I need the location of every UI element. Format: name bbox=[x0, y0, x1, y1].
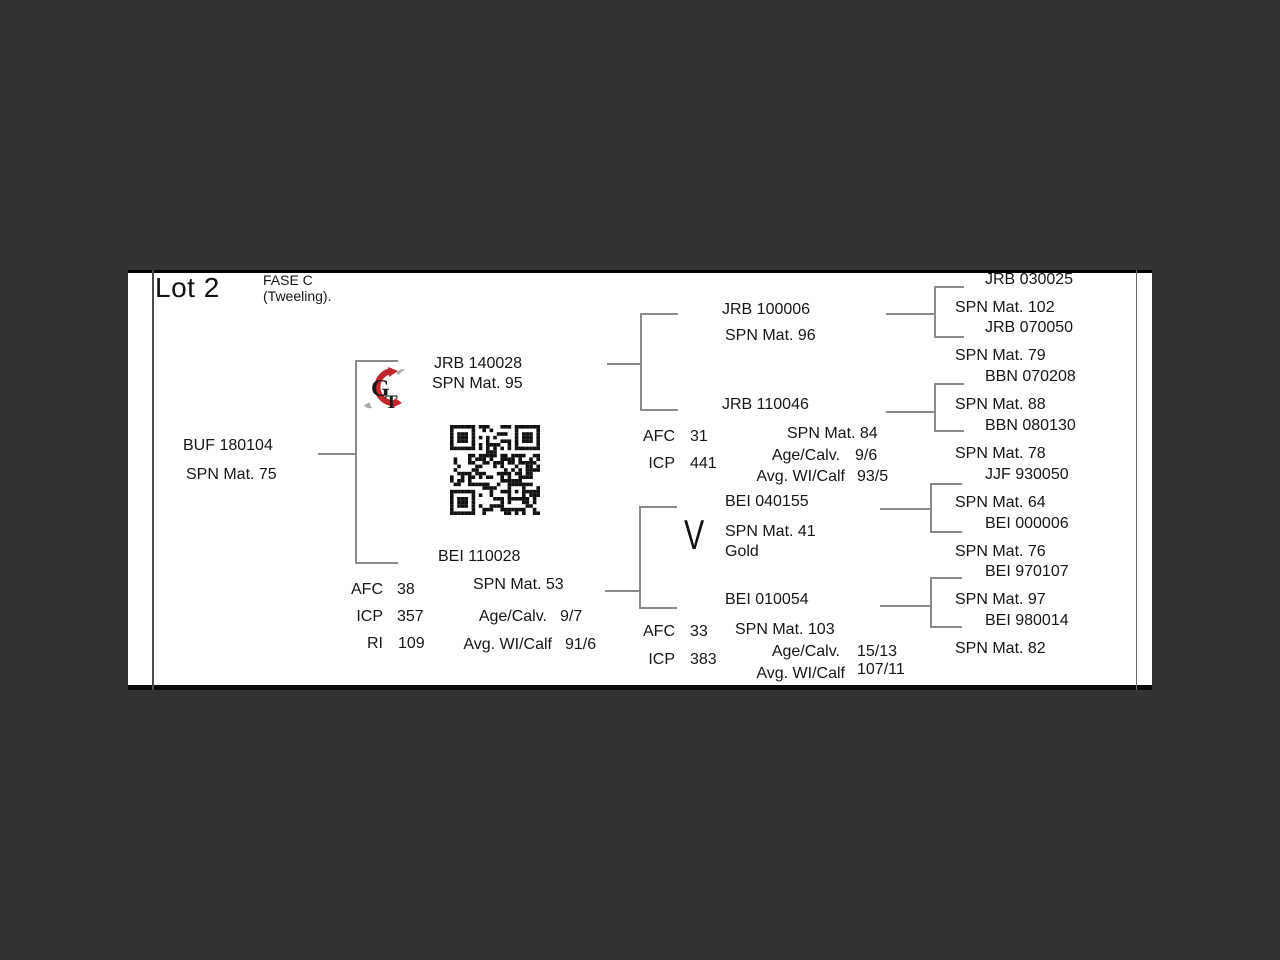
gen3-name-0: JRB 030025 bbox=[985, 271, 1074, 288]
dam-ri-value: 109 bbox=[398, 635, 425, 652]
tree-connector bbox=[930, 531, 962, 533]
subject-spn: SPN Mat. 75 bbox=[186, 466, 277, 483]
gen3-spn-2: SPN Mat. 88 bbox=[955, 396, 1046, 413]
dam-sire-name: BEI 040155 bbox=[725, 493, 809, 510]
tree-connector bbox=[930, 483, 932, 533]
gen3-name-1: JRB 070050 bbox=[985, 319, 1074, 336]
dam-avgwicalf-value: 91/6 bbox=[565, 636, 597, 653]
dam-name: BEI 110028 bbox=[438, 548, 521, 565]
sire-sire-name: JRB 100006 bbox=[722, 301, 811, 318]
tree-connector bbox=[880, 605, 930, 607]
gen3-spn-3: SPN Mat. 78 bbox=[955, 445, 1046, 462]
dam-spn: SPN Mat. 53 bbox=[473, 576, 564, 593]
gen3-name-3: BBN 080130 bbox=[985, 417, 1076, 434]
tree-connector bbox=[640, 409, 678, 411]
svg-text:G: G bbox=[371, 376, 390, 402]
dam-dam-agecalv-value: 15/13 bbox=[857, 643, 898, 660]
dam-agecalv-label: Age/Calv. bbox=[478, 608, 547, 625]
sire-dam-afc-value: 31 bbox=[690, 428, 708, 445]
gen3-spn-7: SPN Mat. 82 bbox=[955, 640, 1046, 657]
dam-dam-avgwicalf-label: Avg. WI/Calf bbox=[756, 665, 845, 682]
tree-connector bbox=[639, 506, 677, 508]
sire-dam-avgwicalf-value: 93/5 bbox=[857, 468, 889, 485]
dam-dam-spn: SPN Mat. 103 bbox=[735, 621, 835, 638]
dam-icp-label: ICP bbox=[356, 608, 383, 625]
tree-connector bbox=[355, 360, 357, 564]
dam-dam-avgwicalf-value: 107/11 bbox=[857, 661, 905, 678]
dam-dam-icp-value: 383 bbox=[690, 651, 717, 668]
fase-line2: (Tweeling). bbox=[263, 288, 332, 304]
tree-connector bbox=[640, 313, 642, 411]
sire-dam-name: JRB 110046 bbox=[722, 396, 809, 413]
tree-connector bbox=[934, 286, 964, 288]
dam-agecalv-value: 9/7 bbox=[560, 608, 583, 625]
dam-dam-name: BEI 010054 bbox=[725, 591, 809, 608]
sire-spn: SPN Mat. 95 bbox=[432, 375, 523, 392]
gen3-name-4: JJF 930050 bbox=[985, 466, 1069, 483]
dam-avgwicalf-label: Avg. WI/Calf bbox=[463, 636, 552, 653]
subject-name: BUF 180104 bbox=[183, 437, 273, 454]
gen3-name-6: BEI 970107 bbox=[985, 563, 1069, 580]
tree-connector bbox=[639, 506, 641, 609]
v-mark: V bbox=[684, 511, 705, 558]
tree-connector bbox=[880, 508, 930, 510]
tree-connector bbox=[930, 577, 932, 628]
sire-dam-spn: SPN Mat. 84 bbox=[787, 425, 878, 442]
tree-connector bbox=[934, 383, 936, 432]
page-bottom-border bbox=[128, 685, 1152, 690]
page-right-rule bbox=[1136, 270, 1137, 690]
tree-connector bbox=[934, 336, 964, 338]
tree-connector bbox=[934, 286, 936, 338]
gen3-name-5: BEI 000006 bbox=[985, 515, 1069, 532]
sire-name: JRB 140028 bbox=[434, 355, 523, 372]
sire-dam-icp-value: 441 bbox=[690, 455, 717, 472]
dam-dam-agecalv-label: Age/Calv. bbox=[771, 643, 840, 660]
tree-connector bbox=[934, 383, 964, 385]
sire-dam-avgwicalf-label: Avg. WI/Calf bbox=[756, 468, 845, 485]
dam-sire-spn: SPN Mat. 41 bbox=[725, 523, 816, 540]
dam-dam-afc-value: 33 bbox=[690, 623, 708, 640]
gen3-spn-4: SPN Mat. 64 bbox=[955, 494, 1046, 511]
fase-line1: FASE C bbox=[263, 272, 313, 288]
dam-afc-value: 38 bbox=[397, 581, 415, 598]
tree-connector bbox=[930, 626, 962, 628]
sire-dam-afc-label: AFC bbox=[643, 428, 675, 445]
dam-icp-value: 357 bbox=[397, 608, 424, 625]
tree-connector bbox=[934, 430, 964, 432]
lot-title: Lot 2 bbox=[155, 272, 220, 303]
dam-sire-note: Gold bbox=[725, 543, 759, 560]
gt-logo bbox=[362, 365, 408, 415]
gen3-spn-0: SPN Mat. 102 bbox=[955, 299, 1055, 316]
qr-code bbox=[450, 423, 540, 517]
gen3-spn-6: SPN Mat. 97 bbox=[955, 591, 1046, 608]
dam-afc-label: AFC bbox=[351, 581, 383, 598]
tree-connector bbox=[639, 607, 677, 609]
sire-dam-agecalv-value: 9/6 bbox=[855, 447, 878, 464]
dam-dam-afc-label: AFC bbox=[643, 623, 675, 640]
sire-sire-spn: SPN Mat. 96 bbox=[725, 327, 816, 344]
tree-connector bbox=[605, 590, 639, 592]
tree-connector bbox=[355, 562, 398, 564]
sire-dam-icp-label: ICP bbox=[648, 455, 675, 472]
gen3-spn-1: SPN Mat. 79 bbox=[955, 347, 1046, 364]
tree-connector bbox=[930, 483, 962, 485]
pedigree-page bbox=[128, 270, 1152, 690]
svg-text:T: T bbox=[385, 392, 398, 413]
tree-connector bbox=[607, 363, 640, 365]
sire-dam-agecalv-label: Age/Calv. bbox=[771, 447, 840, 464]
page-left-rule bbox=[152, 270, 154, 690]
gen3-spn-5: SPN Mat. 76 bbox=[955, 543, 1046, 560]
gen3-name-7: BEI 980014 bbox=[985, 612, 1069, 629]
dam-ri-label: RI bbox=[367, 635, 383, 652]
tree-connector bbox=[640, 313, 678, 315]
tree-connector bbox=[355, 360, 398, 362]
tree-connector bbox=[886, 313, 934, 315]
tree-connector bbox=[318, 453, 355, 455]
gen3-name-2: BBN 070208 bbox=[985, 368, 1076, 385]
dam-dam-icp-label: ICP bbox=[648, 651, 675, 668]
tree-connector bbox=[930, 577, 962, 579]
tree-connector bbox=[886, 411, 934, 413]
